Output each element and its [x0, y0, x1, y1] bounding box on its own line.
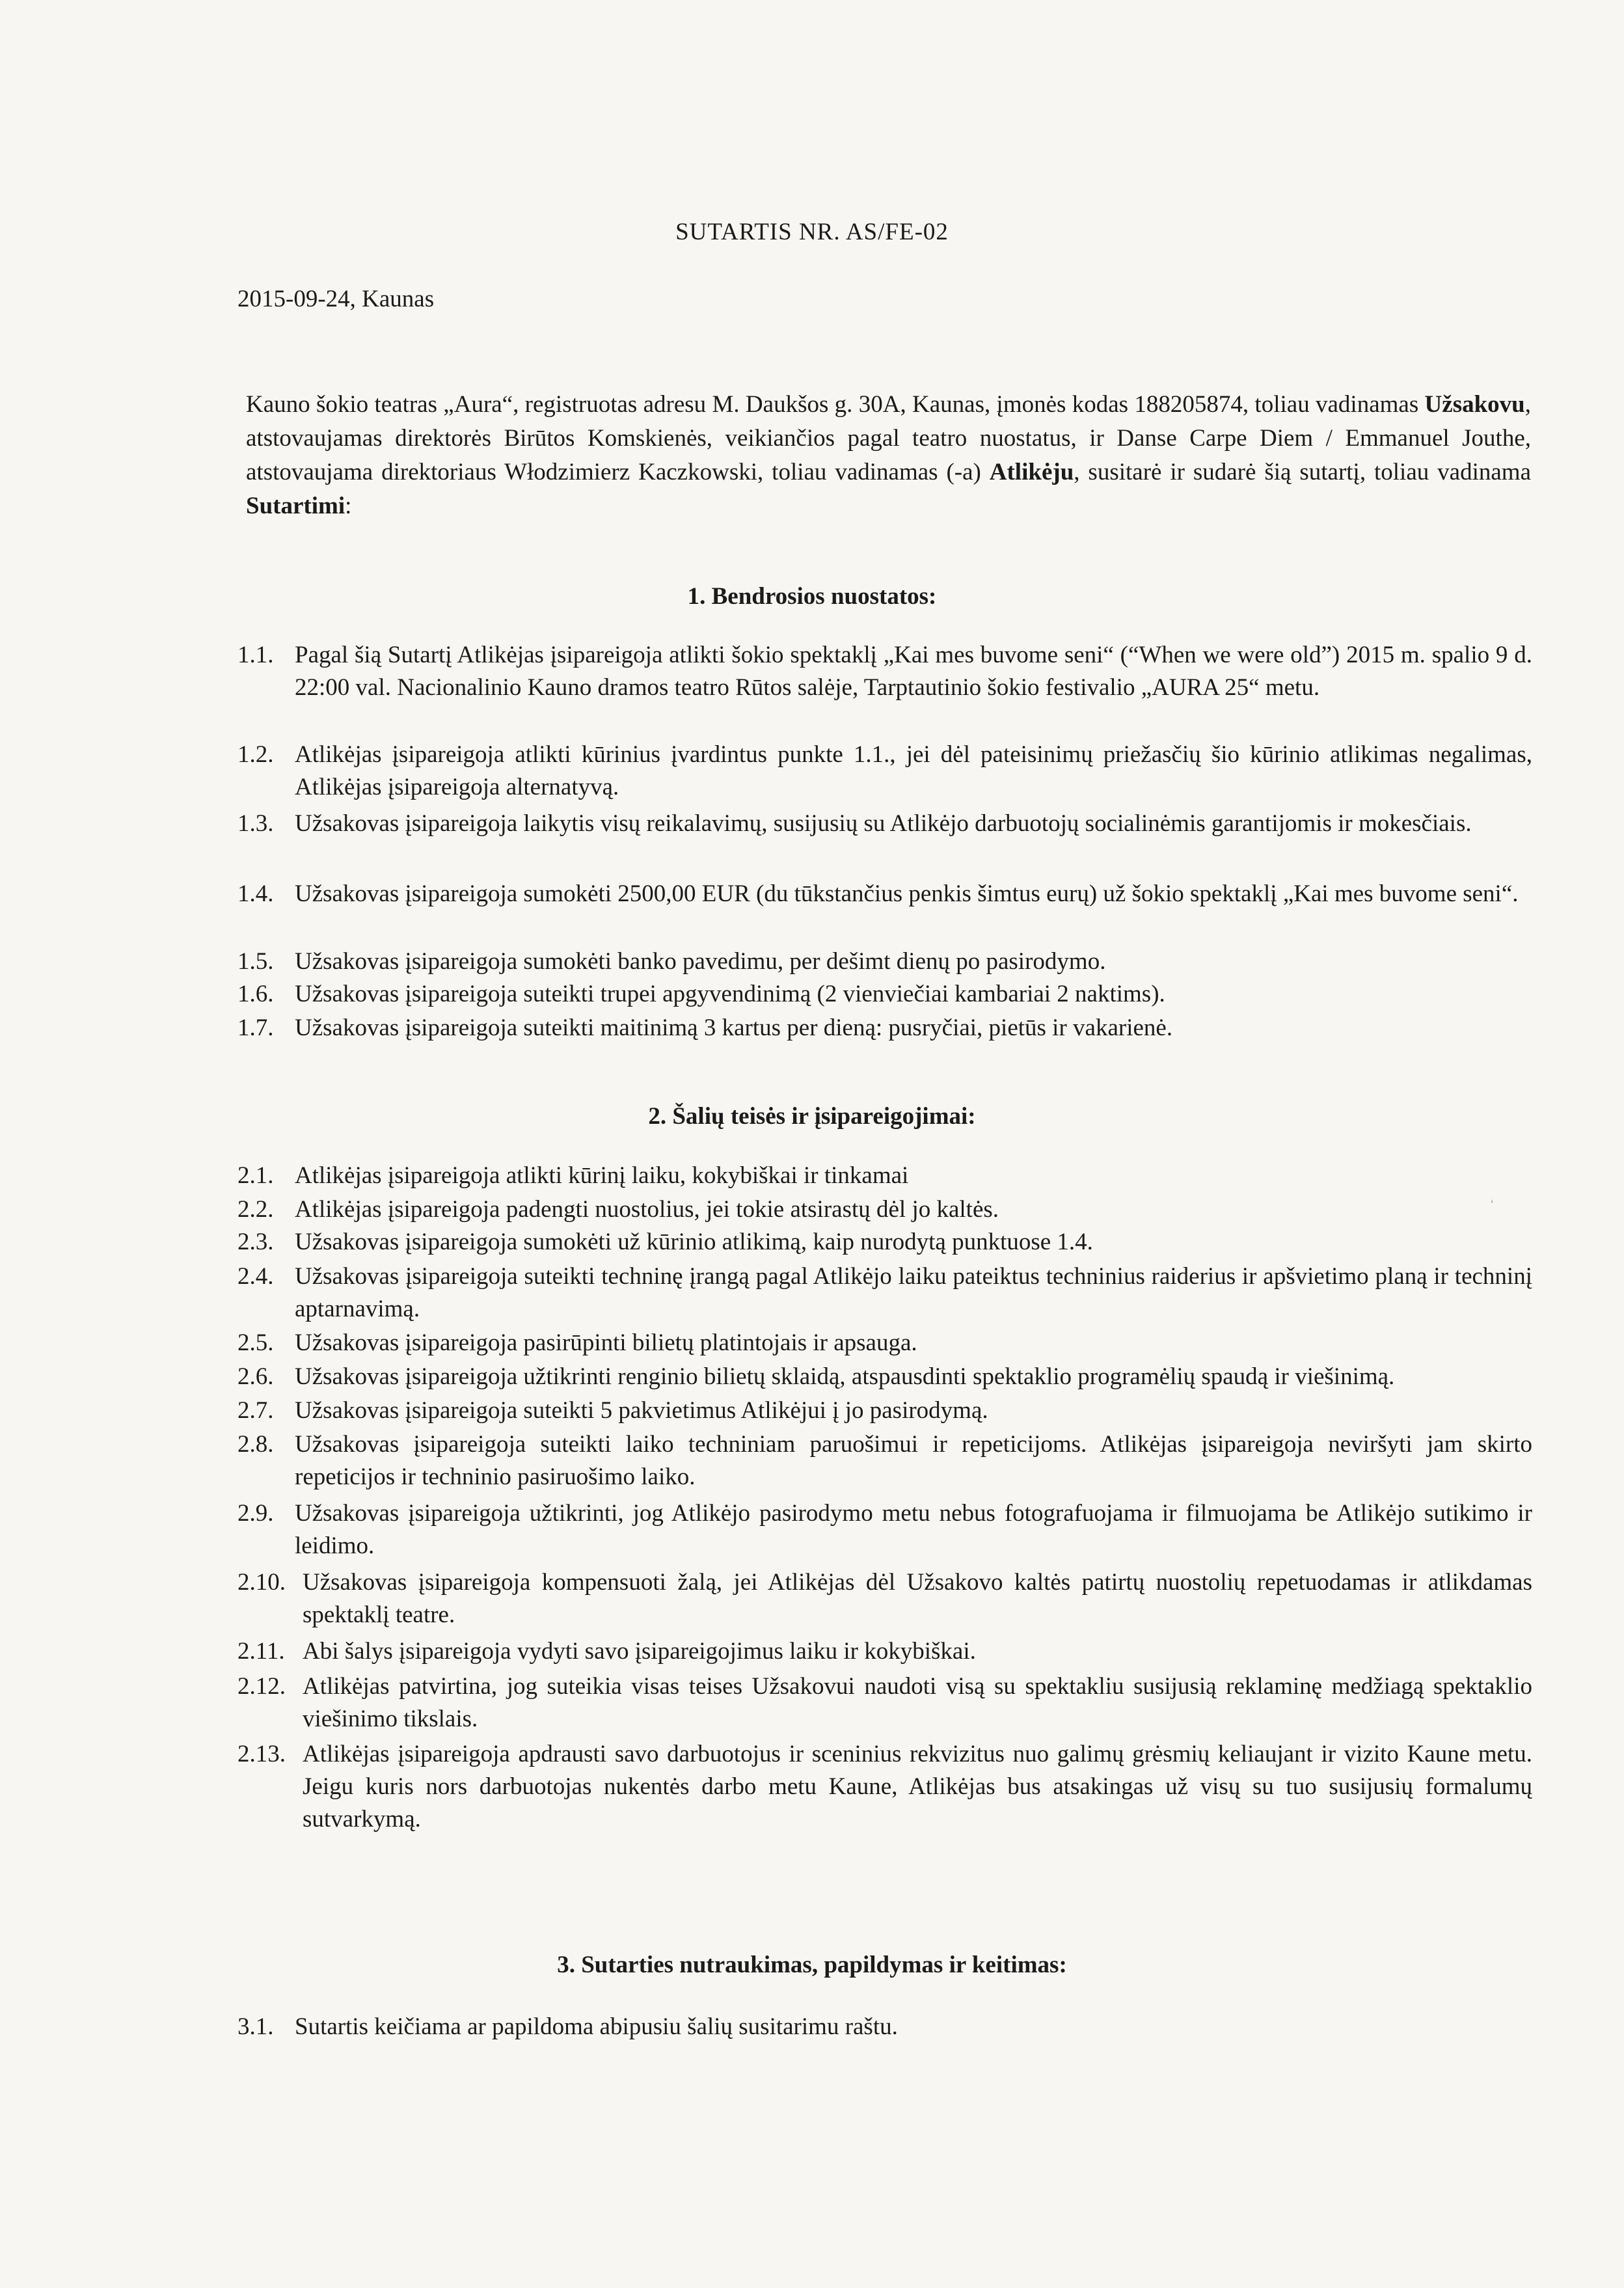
contract-date-place: 2015-09-24, Kaunas	[237, 286, 435, 312]
section-heading: 2. Šalių teisės ir įsipareigojimai:	[648, 1103, 976, 1130]
clause-item	[237, 1260, 1532, 1326]
clause-item	[237, 1566, 1532, 1631]
clause-number: 2.6.	[237, 1363, 274, 1390]
clause-text: Atlikėjas patvirtina, jog suteikia visas teises Užsakovui naudoti visą su spektakliu susijusią reklaminę medžiagą spektaklio viešinimo tikslais.	[303, 1673, 1532, 1732]
clause-number: 2.4.	[237, 1263, 274, 1290]
clause-item	[237, 1635, 1532, 1668]
clause-text: Atlikėjas įsipareigoja atlikti kūrinį laiku, kokybiškai ir tinkamai	[295, 1162, 909, 1189]
clause-text: Abi šalys įsipareigoja vydyti savo įsipareigojimus laiku ir kokybiškai.	[303, 1638, 976, 1665]
clause-number: 2.1.	[237, 1162, 274, 1189]
clause-text: Atlikėjas įsipareigoja atlikti kūrinius įvardintus punkte 1.1., jei dėl pateisinimų priežasčių šio kūrinio atlikimas negalimas, Atlikėjas įsipareigoja alternatyvą.	[295, 741, 1532, 800]
clause-text: Užsakovas įsipareigoja užtikrinti, jog Atlikėjo pasirodymo metu nebus fotografuojama ir filmuojama be Atlikėjo sutikimo ir leidimo.	[295, 1500, 1532, 1559]
clause-item	[237, 1361, 1532, 1393]
clause-text: Užsakovas įsipareigoja suteikti laiko techniniam paruošimui ir repeticijoms. Atlikėjas įsipareigoja neviršyti jam skirto repeticijos ir techninio pasiruošimo laiko.	[295, 1431, 1532, 1490]
clause-item	[237, 739, 1532, 804]
clause-number: 2.10.	[237, 1569, 286, 1596]
clause-number: 1.3.	[237, 810, 274, 837]
clause-number: 2.5.	[237, 1329, 274, 1356]
clause-text: Atlikėjas įsipareigoja apdrausti savo darbuotojus ir sceninius rekvizitus nuo galimų grėsmių keliaujant ir vizito Kaune metu. Jeigu kuris nors darbuotojas nukentės darbo metu Kaune, Atlikėjas bus atsakingas už visų su tuo susijusių formalumų sutvarkymą.	[303, 1741, 1532, 1832]
clause-item	[237, 1012, 1532, 1044]
intro-text-1: Kauno šokio teatras „Aura“, registruotas adresu M. Daukšos g. 30A, Kaunas, įmonės kodas 188205874, toliau vadinamas	[246, 391, 1425, 418]
intro-text-2: , atstovaujamas direktorės Birūtos Komskienės, veikiančios pagal teatro nuostatus, ir Danse Carpe Diem / Emmanuel Jouthe, atstovaujama direktoriaus Włodzimierz Kaczkowski, toliau vadinamas (-a)	[246, 391, 1531, 485]
clause-item	[237, 808, 1532, 840]
clause-number: 1.4.	[237, 880, 274, 907]
clause-text: Užsakovas įsipareigoja suteikti techninę įrangą pagal Atlikėjo laiku pateiktus techninius raiderius ir apšvietimo planą ir techninį aptarnavimą.	[295, 1263, 1532, 1322]
clause-item	[237, 878, 1532, 910]
clause-text: Užsakovas įsipareigoja užtikrinti renginio bilietų sklaidą, atspausdinti spektaklio programėlių spaudą ir viešinimą.	[295, 1363, 1395, 1390]
clause-number: 1.7.	[237, 1015, 274, 1041]
clause-item	[237, 1327, 1532, 1359]
clause-number: 1.2.	[237, 741, 274, 768]
clause-text: Pagal šią Sutartį Atlikėjas įsipareigoja atlikti šokio spektaklį „Kai mes buvome seni“ (“When we were old”) 2015 m. spalio 9 d. 22:00 val. Nacionalinio Kauno dramos teatro Rūtos salėje, Tarptautinio šokio festivalio „AURA 25“ metu.	[295, 642, 1532, 701]
clause-text: Užsakovas įsipareigoja laikytis visų reikalavimų, susijusių su Atlikėjo darbuotojų socialinėmis garantijomis ir mokesčiais.	[295, 810, 1472, 837]
clause-item	[237, 2011, 1532, 2043]
clause-number: 2.9.	[237, 1500, 274, 1527]
clause-number: 2.13.	[237, 1741, 286, 1767]
clause-item	[237, 639, 1532, 704]
clause-text: Užsakovas įsipareigoja pasirūpinti bilietų platintojais ir apsauga.	[295, 1329, 917, 1356]
clause-item	[237, 978, 1532, 1011]
contract-title: SUTARTIS NR. AS/FE-02	[675, 219, 949, 245]
clause-text: Užsakovas įsipareigoja sumokėti 2500,00 EUR (du tūkstančius penkis šimtus eurų) už šokio spektaklį „Kai mes buvome seni“.	[295, 880, 1519, 907]
clause-text: Atlikėjas įsipareigoja padengti nuostolius, jei tokie atsirastų dėl jo kaltės.	[295, 1196, 999, 1223]
clause-number: 2.7.	[237, 1397, 274, 1424]
clause-number: 2.3.	[237, 1229, 274, 1255]
clause-text: Užsakovas įsipareigoja kompensuoti žalą, jei Atlikėjas dėl Užsakovo kaltės patirtų nuostolių repetuodamas ir atlikdamas spektaklį teatre.	[303, 1569, 1532, 1628]
clause-text: Užsakovas įsipareigoja suteikti maitinimą 3 kartus per dieną: pusryčiai, pietūs ir vakarienė.	[295, 1015, 1173, 1041]
clause-item	[237, 1497, 1532, 1562]
clause-text: Užsakovas įsipareigoja sumokėti už kūrinio atlikimą, kaip nurodytą punktuose 1.4.	[295, 1229, 1093, 1255]
scan-artifact-mark: ‘	[1490, 1197, 1495, 1212]
clause-text: Užsakovas įsipareigoja sumokėti banko pavedimu, per dešimt dienų po pasirodymo.	[295, 948, 1106, 975]
clause-number: 1.1.	[237, 642, 274, 668]
clause-number: 2.12.	[237, 1673, 286, 1700]
clause-text: Sutartis keičiama ar papildoma abipusiu šalių susitarimu raštu.	[295, 2013, 898, 2040]
clause-number: 1.5.	[237, 948, 274, 975]
customer-label: Užsakovu	[1424, 391, 1525, 418]
clause-item	[237, 946, 1532, 978]
clause-number: 1.6.	[237, 981, 274, 1007]
clause-item	[237, 1226, 1532, 1259]
clause-number: 2.8.	[237, 1431, 274, 1458]
contract-intro	[246, 388, 1531, 523]
performer-label: Atlikėju	[989, 459, 1074, 485]
clause-text: Užsakovas įsipareigoja suteikti 5 pakvietimus Atlikėjui į jo pasirodymą.	[295, 1397, 988, 1424]
clause-number: 2.11.	[237, 1638, 285, 1665]
clause-item	[237, 1428, 1532, 1493]
clause-item	[237, 1193, 1532, 1226]
section-heading: 3. Sutarties nutraukimas, papildymas ir keitimas:	[557, 1952, 1067, 1978]
clause-item	[237, 1738, 1532, 1836]
clause-item	[237, 1670, 1532, 1736]
clause-number: 2.2.	[237, 1196, 274, 1223]
contract-label: Sutartimi	[246, 493, 345, 519]
section-heading: 1. Bendrosios nuostatos:	[687, 583, 937, 610]
clause-text: Užsakovas įsipareigoja suteikti trupei apgyvendinimą (2 vienviečiai kambariai 2 naktims).	[295, 981, 1165, 1007]
clause-number: 3.1.	[237, 2013, 274, 2040]
clause-item	[237, 1160, 1532, 1192]
intro-text-3: , susitarė ir sudarė šią sutartį, toliau vadinama	[1074, 459, 1531, 485]
intro-text-4: :	[345, 493, 352, 519]
clause-item	[237, 1395, 1532, 1427]
